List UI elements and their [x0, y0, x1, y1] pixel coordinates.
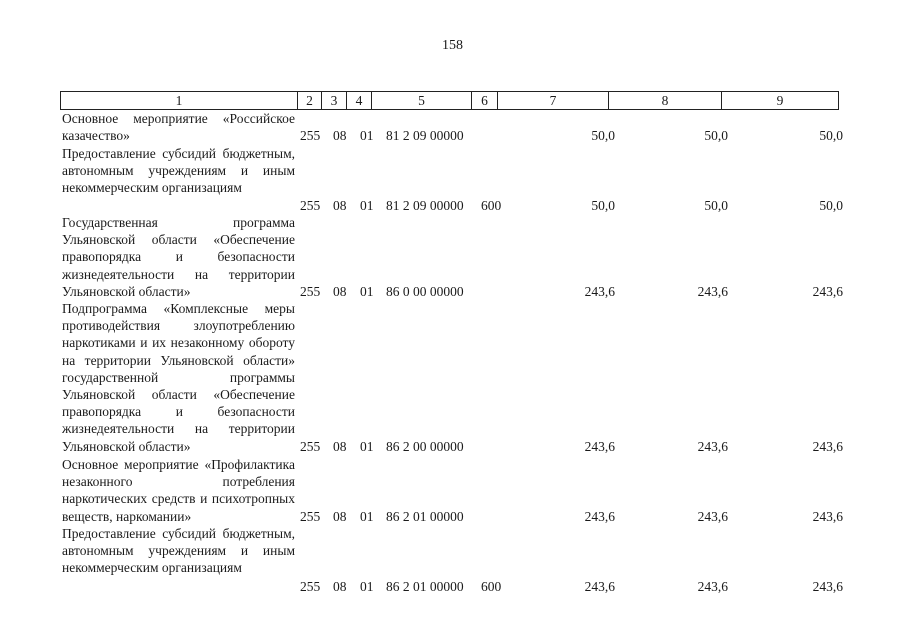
row-amount-3: 50,0 — [819, 128, 843, 143]
row-csr: 86 2 00 00000 — [386, 439, 464, 454]
header-col-6: 6 — [472, 92, 498, 110]
row-rz: 255 — [300, 128, 321, 143]
row-pr: 08 — [333, 284, 347, 299]
row-rz: 255 — [300, 198, 321, 213]
row-description: Предоставление субсидий бюджетным, автономным учреждениям и иным некоммерческим организациям — [62, 146, 295, 196]
header-row — [61, 92, 839, 110]
row-amount-2: 243,6 — [697, 579, 728, 594]
header-col-9: 9 — [722, 92, 839, 110]
row-csr: 81 2 09 00000 — [386, 198, 464, 213]
row-amount-1: 50,0 — [591, 128, 615, 143]
row-amount-3: 50,0 — [819, 198, 843, 213]
row-amount-1: 50,0 — [591, 198, 615, 213]
row-csr: 81 2 09 00000 — [386, 128, 464, 143]
row-sub: 01 — [360, 509, 374, 524]
row-sub: 01 — [360, 439, 374, 454]
row-amount-2: 50,0 — [704, 198, 728, 213]
header-col-3: 3 — [322, 92, 347, 110]
row-amount-3: 243,6 — [812, 439, 843, 454]
row-csr: 86 2 01 00000 — [386, 509, 464, 524]
header-col-7: 7 — [498, 92, 609, 110]
row-amount-2: 243,6 — [697, 439, 728, 454]
row-description: Предоставление субсидий бюджетным, автономным учреждениям и иным некоммерческим организациям — [62, 526, 295, 576]
row-sub: 01 — [360, 198, 374, 213]
row-description: Основное мероприятие «Профилактика незаконного потребления наркотических средств и психотропных веществ, наркомании» — [62, 457, 295, 524]
header-col-2: 2 — [298, 92, 322, 110]
row-csr: 86 2 01 00000 — [386, 579, 464, 594]
row-csr: 86 0 00 00000 — [386, 284, 464, 299]
row-amount-1: 243,6 — [584, 509, 615, 524]
row-amount-3: 243,6 — [812, 509, 843, 524]
header-col-8: 8 — [609, 92, 722, 110]
row-pr: 08 — [333, 439, 347, 454]
row-amount-2: 50,0 — [704, 128, 728, 143]
row-rz: 255 — [300, 439, 321, 454]
row-sub: 01 — [360, 128, 374, 143]
row-pr: 08 — [333, 579, 347, 594]
row-rz: 255 — [300, 579, 321, 594]
row-description: Государственная программа Ульяновской области «Обеспечение правопорядка и безопасности жизнедеятельности на территории Ульяновской области» — [62, 215, 295, 299]
row-vr: 600 — [481, 198, 502, 213]
row-rz: 255 — [300, 509, 321, 524]
row-pr: 08 — [333, 198, 347, 213]
row-description: Подпрограмма «Комплексные меры противодействия злоупотреблению наркотиками и их незаконному обороту на территории Ульяновской области» государственной программы Ульяновской области «Обеспечение правопорядка и безопасности жизнедеятельности на территории Ульяновской области» — [62, 301, 295, 454]
row-vr: 600 — [481, 579, 502, 594]
header-col-1: 1 — [61, 92, 298, 110]
row-sub: 01 — [360, 284, 374, 299]
row-description: Основное мероприятие «Российское казачество» — [62, 111, 295, 144]
row-amount-3: 243,6 — [812, 284, 843, 299]
row-amount-1: 243,6 — [584, 439, 615, 454]
row-sub: 01 — [360, 579, 374, 594]
header-col-5: 5 — [372, 92, 472, 110]
page-number: 158 — [442, 38, 463, 53]
row-amount-1: 243,6 — [584, 579, 615, 594]
row-amount-2: 243,6 — [697, 509, 728, 524]
row-pr: 08 — [333, 128, 347, 143]
row-amount-1: 243,6 — [584, 284, 615, 299]
row-amount-2: 243,6 — [697, 284, 728, 299]
row-pr: 08 — [333, 509, 347, 524]
row-rz: 255 — [300, 284, 321, 299]
header-col-4: 4 — [347, 92, 372, 110]
row-amount-3: 243,6 — [812, 579, 843, 594]
column-header-table — [60, 91, 839, 110]
